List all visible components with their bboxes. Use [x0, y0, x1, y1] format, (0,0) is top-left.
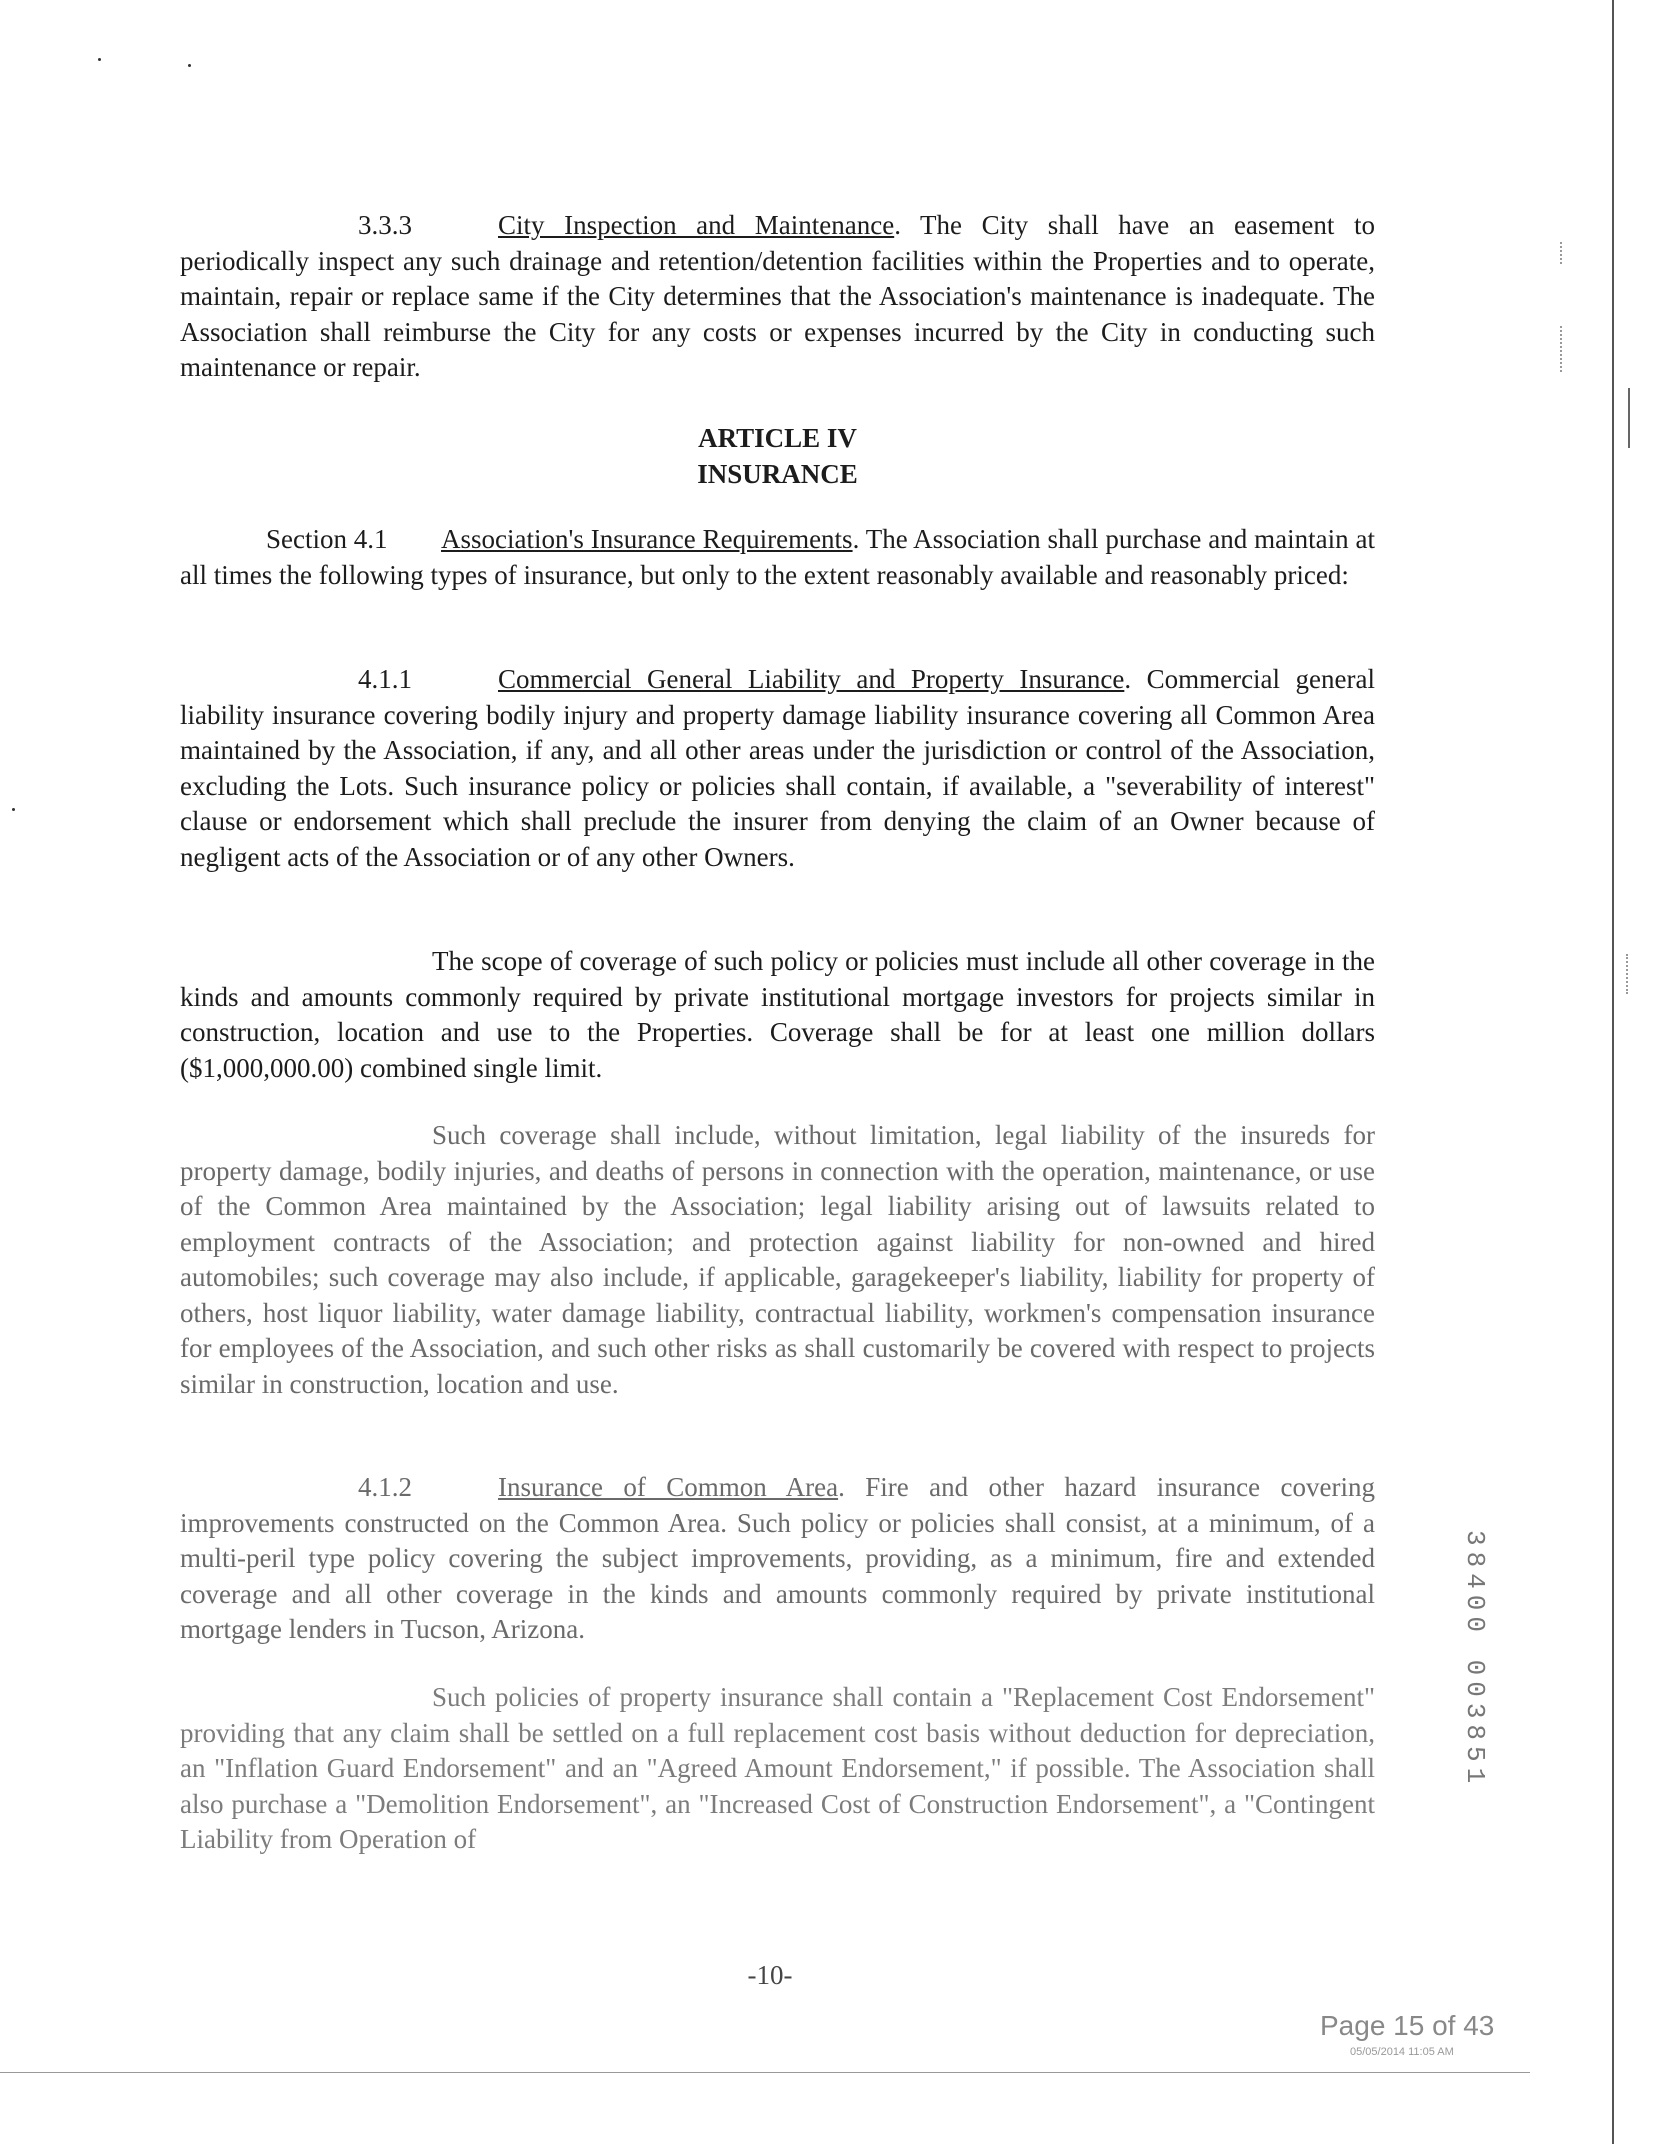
scan-speck	[98, 58, 101, 61]
section-4-1	[180, 522, 1375, 593]
article-number: ARTICLE IV	[698, 423, 857, 453]
scan-artifact	[1560, 242, 1564, 264]
section-title: Insurance of Common Area	[498, 1472, 839, 1502]
section-text: . The Association shall purchase and maintain at all times the following types of insurance, but only to the extent reasonably available and reasonably priced:	[180, 524, 1376, 590]
page-number: -10-	[747, 1960, 793, 1990]
section-number: 4.1.2	[358, 1472, 412, 1502]
section-3-3-3	[180, 208, 1375, 386]
section-text: . Fire and other hazard insurance covering improvements constructed on the Common Area. Such policy or policies shall consist, at a minimum, of a multi-peril type policy covering the subject improvements, providing, as a minimum, fire and extended coverage and all other coverage in the kinds and amounts commonly required by private institutional mortgage lenders in Tucson, Arizona.	[180, 1472, 1375, 1644]
section-text: . The City shall have an easement to periodically inspect any such drainage and retention/detention facilities within the Properties and to operate, maintain, repair or replace same if the City determines that the Association's maintenance is inadequate. The Association shall reimburse the City for any costs or expenses incurred by the City in conducting such maintenance or repair.	[180, 210, 1375, 382]
section-title: Commercial General Liability and Property Insurance	[498, 664, 1125, 694]
page-count-stamp: Page 15 of 43	[1320, 2010, 1495, 2041]
scan-artifact	[1626, 954, 1630, 994]
policies-text: Such policies of property insurance shall contain a "Replacement Cost Endorsement" providing that any claim shall be settled on a full replacement cost basis without deduction for depreciation, an "Inflation Guard Endorsement" and an "Agreed Amount Endorsement," if possible. The Association shall also purchase a "Demolition Endorsement", an "Increased Cost of Construction Endorsement", a "Contingent Liability from Operation of	[180, 1682, 1375, 1854]
section-number: Section 4.1	[266, 524, 388, 554]
scan-artifact	[1560, 326, 1564, 372]
coverage-text: Such coverage shall include, without limitation, legal liability of the insureds for property damage, bodily injuries, and deaths of persons in connection with the operation, maintenance, or use of the Common Area maintained by the Association; legal liability arising out of lawsuits related to employment contracts of the Association; and protection against liability for non-owned and hired automobiles; such coverage may also include, if applicable, garagekeeper's liability, liability for property of others, host liquor liability, water damage liability, contractual liability, workmen's compensation insurance for employees of the Association, and such other risks as shall customarily be covered with respect to projects similar in construction, location and use.	[180, 1120, 1375, 1399]
scope-paragraph	[180, 944, 1375, 1086]
scan-bottom-line	[0, 2072, 1530, 2073]
section-title: City Inspection and Maintenance	[498, 210, 895, 240]
article-heading	[180, 420, 1375, 492]
section-4-1-1	[180, 662, 1375, 875]
coverage-paragraph	[180, 1118, 1375, 1402]
scan-edge-line	[1612, 0, 1614, 2144]
article-title: INSURANCE	[697, 459, 858, 489]
section-title: Association's Insurance Requirements	[441, 524, 853, 554]
section-number: 4.1.1	[358, 664, 412, 694]
scan-speck	[188, 64, 191, 67]
scan-artifact	[1628, 388, 1632, 448]
section-number: 3.3.3	[358, 210, 412, 240]
policies-paragraph	[180, 1680, 1375, 1858]
scan-speck	[12, 808, 15, 811]
section-text: . Commercial general liability insurance covering bodily injury and property damage liability insurance covering all Common Area maintained by the Association, if any, and all other areas under the jurisdiction or control of the Association, excluding the Lots. Such insurance policy or policies shall contain, if available, a "severability of interest" clause or endorsement which shall preclude the insurer from denying the claim of an Owner because of negligent acts of the Association or of any other Owners.	[180, 664, 1375, 872]
docket-number: 38400 003851	[1460, 1530, 1490, 1790]
date-stamp: 05/05/2014 11:05 AM	[1350, 2046, 1454, 2058]
section-4-1-2	[180, 1470, 1375, 1648]
scope-text: The scope of coverage of such policy or policies must include all other coverage in the kinds and amounts commonly required by private institutional mortgage investors for projects similar in construction, location and use to the Properties. Coverage shall be for at least one million dollars ($1,000,000.00) combined single limit.	[180, 946, 1375, 1083]
